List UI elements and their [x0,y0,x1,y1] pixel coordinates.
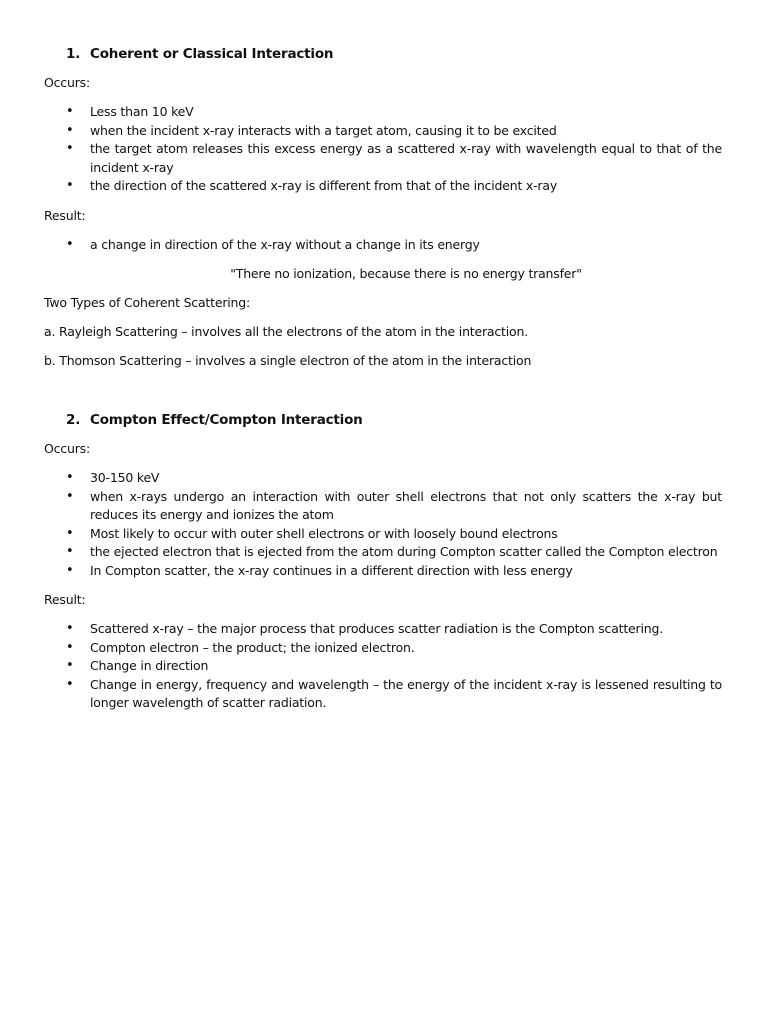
result-label: Result: [44,207,86,223]
section-number: 2. [66,412,81,428]
list-item: • 30-150 keV [44,469,722,488]
bullet-icon: • [66,621,74,636]
type-a: a. Rayleigh Scattering – involves all the electrons of the atom in the interaction. [44,324,528,339]
list-item: • Scattered x-ray – the major process that produces scatter radiation is the Compton scattering. [44,620,722,639]
bullet-icon: • [66,141,74,156]
bullet-icon: • [66,525,74,541]
bullet-icon: • [66,658,74,673]
bullet-icon: • [66,236,74,252]
bullet-icon: • [66,488,74,504]
occurs-label: Occurs: [44,441,90,456]
list-item: • a change in direction of the x-ray without a change in its energy [44,236,722,255]
bullet-icon: • [66,639,74,655]
bullet-icon: • [66,562,74,578]
bullet-icon: • [66,104,74,119]
occurs-label: Occurs: [44,75,90,90]
list-item: • Most likely to occur with outer shell electrons or with loosely bound electrons [44,525,722,544]
list-item: • Compton electron – the product; the ionized electron. [44,639,722,658]
occurs-list [44,103,722,196]
result-list [44,620,722,713]
section-coherent-interaction [44,44,722,381]
bullet-icon: • [66,122,74,138]
list-item: • Less than 10 keV [44,103,722,122]
list-item: • Change in energy, frequency and wavelength – the energy of the incident x-ray is lessened resulting to longer wavelength of scatter radiation. [66,676,722,710]
bullet-icon: • [66,676,74,692]
bullet-icon: • [66,544,74,559]
bullet-icon: • [66,470,74,485]
types-label: Two Types of Coherent Scattering: [44,295,251,310]
occurs-list [44,469,722,580]
list-item: • In Compton scatter, the x-ray continues in a different direction with less energy [44,562,722,581]
section-heading [66,410,722,430]
section-title: Compton Effect/Compton Interaction [90,412,363,428]
list-item: • the direction of the scattered x-ray is different from that of the incident x-ray [44,177,722,196]
bullet-icon: • [66,178,74,193]
list-item: • the ejected electron that is ejected from the atom during Compton scatter called the Compton electron [44,543,722,562]
type-b: b. Thomson Scattering – involves a single electron of the atom in the interaction [44,353,532,368]
section-number: 1. [66,46,81,62]
list-item: • when the incident x-ray interacts with a target atom, causing it to be excited [44,122,722,141]
result-label: Result: [44,592,86,607]
section-compton-interaction [44,410,722,724]
section-heading [66,44,722,64]
list-item: • when x-rays undergo an interaction with outer shell electrons that not only scatters the x-ray but reduces its energy and ionizes the atom [66,488,722,522]
list-item: • Change in direction [44,657,722,676]
list-item: • the target atom releases this excess energy as a scattered x-ray with wavelength equal to that of the incident x-ray [66,141,722,175]
result-list [44,236,722,255]
section-title: Coherent or Classical Interaction [90,46,334,62]
quote: "There no ionization, because there is no energy transfer" [230,266,582,281]
